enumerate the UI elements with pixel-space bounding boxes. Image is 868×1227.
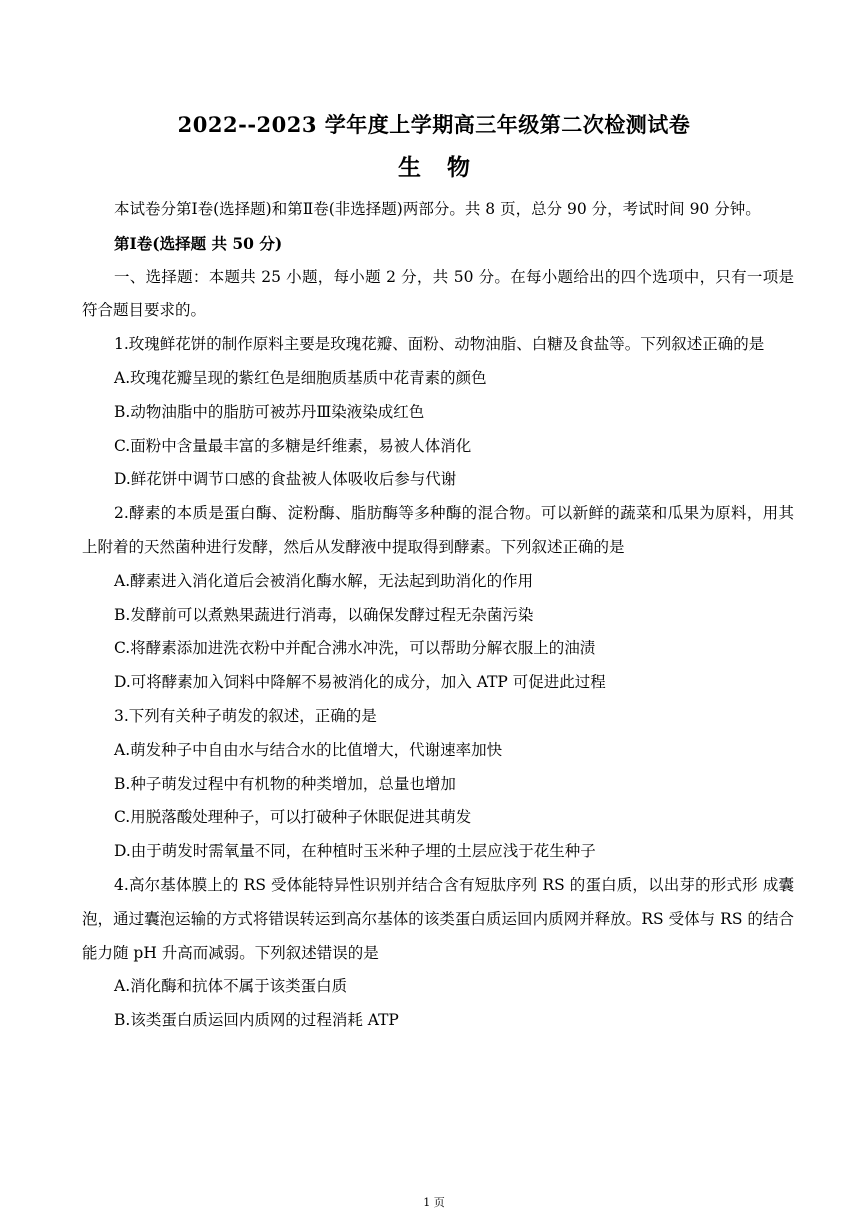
option-c: C.面粉中含量最丰富的多糖是纤维素，易被人体消化 [114, 436, 472, 455]
option-a: A.酵素进入消化道后会被消化酶水解，无法起到助消化的作用 [114, 571, 534, 590]
exam-intro: 本试卷分第Ⅰ卷(选择题)和第Ⅱ卷(非选择题)两部分。共 8 页，总分 90 分，考试时间 90 分钟。 [114, 200, 761, 218]
question-2 [82, 497, 794, 700]
question-stem: 3.下列有关种子萌发的叙述，正确的是 [114, 706, 377, 725]
question-4 [82, 869, 794, 1038]
option-a: A.萌发种子中自由水与结合水的比值增大，代谢速率加快 [114, 740, 503, 759]
option-d: D.可将酵素加入饲料中降解不易被消化的成分，加入 ATP 可促进此过程 [114, 673, 606, 692]
option-b: B.种子萌发过程中有机物的种类增加，总量也增加 [114, 774, 456, 793]
question-stem: 1.玫瑰鲜花饼的制作原料主要是玫瑰花瓣、面粉、动物油脂、白糖及食盐等。下列叙述正确的是 [114, 335, 765, 354]
exam-body [82, 193, 794, 1038]
option-c: C.用脱落酸处理种子，可以打破种子休眠促进其萌发 [114, 808, 472, 827]
section-heading: 第Ⅰ卷(选择题 共 50 分) [114, 233, 283, 253]
question-3 [82, 700, 794, 869]
option-d: D.鲜花饼中调节口感的食盐被人体吸收后参与代谢 [114, 470, 457, 489]
option-b: B.该类蛋白质运回内质网的过程消耗 ATP [114, 1011, 399, 1030]
subject-char-1: 生 [398, 154, 421, 181]
option-a: A.玫瑰花瓣呈现的紫红色是细胞质基质中花青素的颜色 [114, 368, 487, 387]
subject-title [0, 152, 868, 184]
option-a: A.消化酶和抗体不属于该类蛋白质 [114, 977, 348, 996]
option-c: C.将酵素添加进洗衣粉中并配合沸水冲洗，可以帮助分解衣服上的油渍 [114, 639, 596, 658]
page-number: 1 页 [423, 1196, 445, 1209]
option-b: B.发酵前可以煮熟果蔬进行消毒，以确保发酵过程无杂菌污染 [114, 605, 534, 624]
question-1 [82, 328, 794, 497]
question-stem: 2.酵素的本质是蛋白酶、淀粉酶、脂肪酶等多种酶的混合物。可以新鲜的蔬菜和瓜果为原料，用其上附着的天然菌种进行发酵，然后从发酵液中提取得到酵素。下列叙述正确的是 [82, 504, 794, 556]
option-b: B.动物油脂中的脂肪可被苏丹Ⅲ染液染成红色 [114, 402, 425, 421]
subject-char-2: 物 [447, 154, 470, 181]
option-d: D.由于萌发时需氧量不同，在种植时玉米种子埋的土层应浅于花生种子 [114, 842, 596, 861]
exam-title: 2022--2023 学年度上学期高三年级第二次检测试卷 [177, 112, 691, 137]
question-stem: 4.高尔基体膜上的 RS 受体能特异性识别并结合含有短肽序列 RS 的蛋白质，以出芽的形式形 成囊泡，通过囊泡运输的方式将错误转运到高尔基体的该类蛋白质运回内质网并释放。RS 受体与 RS 的结合能力随 pH 升高而减弱。下列叙述错误的是 [82, 875, 794, 962]
section-instructions: 一、选择题：本题共 25 小题，每小题 2 分，共 50 分。在每小题给出的四个选项中，只有一项是符合题目要求的。 [82, 267, 794, 320]
